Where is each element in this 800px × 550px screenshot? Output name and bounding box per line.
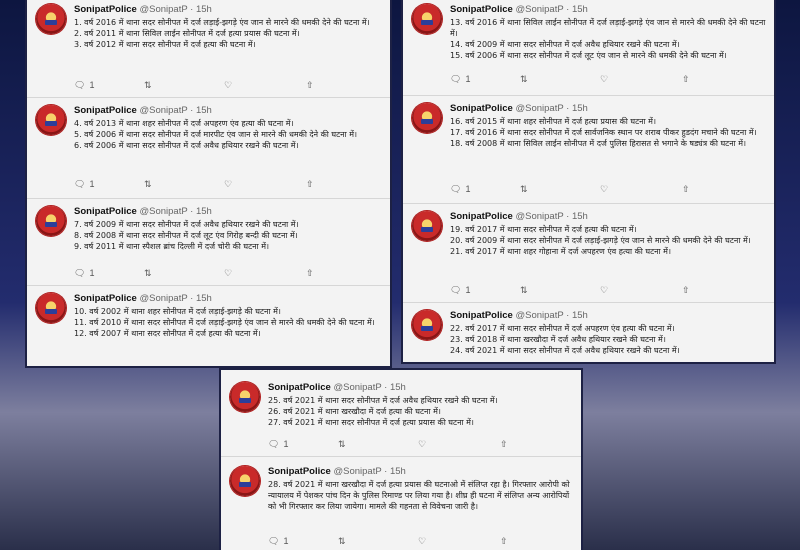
display-name[interactable]: SonipatPolice [74, 293, 137, 304]
heart-icon[interactable]: ♡ [418, 439, 427, 449]
timestamp[interactable]: 15h [571, 211, 588, 222]
tweet[interactable] [27, 198, 390, 286]
tweet-text [450, 116, 766, 149]
tweet-line: 1. वर्ष 2016 में थाना सदर सोनीपत में दर्ज लड़ाई-झगड़े एंव जान से मारने की धमकी देने की घटना में। [74, 18, 370, 27]
tweet-line: 14. वर्ष 2009 में थाना सदर सोनीपत में दर्ज अवैध हथियार रखने की घटना में। [450, 40, 680, 49]
reply-count: 1 [465, 74, 471, 84]
tweet[interactable] [27, 285, 390, 366]
avatar[interactable] [36, 293, 66, 323]
user-handle: @SonipatP [515, 211, 564, 222]
reply-button[interactable] [74, 268, 94, 279]
timestamp[interactable]: 15h [571, 4, 588, 15]
tweet-line: 5. वर्ष 2006 में थाना सदर सोनीपत में दर्ज मारपीट एंव जान से मारने की धमकी देने की घटना में। [74, 130, 358, 139]
display-name[interactable]: SonipatPolice [450, 103, 513, 114]
tweet-actions [450, 74, 744, 86]
tweet-line: 10. वर्ष 2002 में थाना शहर सोनीपत में दर्ज लड़ाई-झगड़े की घटना में। [74, 307, 281, 316]
tweet[interactable] [403, 0, 774, 96]
retweet-icon[interactable]: ⇅ [144, 268, 152, 278]
tweet-line: 19. वर्ष 2017 में थाना सदर सोनीपत में दर्ज हत्या की घटना में। [450, 225, 637, 234]
tweet-actions [74, 268, 360, 280]
display-name[interactable]: SonipatPolice [450, 4, 513, 15]
user-handle: @SonipatP [515, 103, 564, 114]
tweet-actions [74, 80, 360, 92]
user-handle: @SonipatP [333, 382, 382, 393]
reply-button[interactable] [450, 184, 470, 195]
timestamp[interactable]: 15h [389, 382, 406, 393]
tweet-text [450, 224, 766, 257]
tweet-actions [268, 439, 551, 451]
tweet-header: SonipatPolice @SonipatP · 15h [74, 105, 212, 116]
tweet-line: 18. वर्ष 2008 में थाना सिविल लाईन सोनीपत में दर्ज पुलिस हिरासत से भगाने के षड्यंत्र की घटना में। [450, 139, 747, 148]
tweet-header: SonipatPolice @SonipatP · 15h [450, 310, 588, 321]
user-handle: @SonipatP [139, 4, 188, 15]
tweet-text [74, 118, 382, 151]
reply-count: 1 [283, 536, 289, 546]
heart-icon[interactable]: ♡ [600, 74, 609, 84]
tweet-header: SonipatPolice @SonipatP · 15h [74, 293, 212, 304]
tweet-panel-left [27, 0, 390, 366]
heart-icon[interactable]: ♡ [224, 80, 233, 90]
tweet-line: 3. वर्ष 2012 में थाना सदर सोनीपत में दर्ज हत्या की घटना में। [74, 40, 256, 49]
heart-icon[interactable]: ♡ [224, 179, 233, 189]
share-icon[interactable]: ⇧ [500, 439, 508, 449]
display-name[interactable]: SonipatPolice [450, 310, 513, 321]
display-name[interactable]: SonipatPolice [74, 206, 137, 217]
reply-button[interactable] [268, 536, 288, 547]
heart-icon[interactable]: ♡ [224, 268, 233, 278]
reply-button[interactable] [268, 439, 288, 450]
tweet[interactable] [403, 203, 774, 303]
timestamp[interactable]: 15h [571, 103, 588, 114]
tweet[interactable] [221, 456, 581, 550]
heart-icon[interactable]: ♡ [418, 536, 427, 546]
tweet-line: 23. वर्ष 2018 में थाना खरखौदा में दर्ज अवैध हथियार रखने की घटना में। [450, 335, 666, 344]
tweet-line: 2. वर्ष 2011 में थाना सिविल लाईन सोनीपत में दर्ज हत्या प्रयास की घटना में। [74, 29, 300, 38]
avatar[interactable] [36, 4, 66, 34]
avatar[interactable] [230, 466, 260, 496]
reply-icon: 🗨︎ [74, 179, 86, 189]
tweet-line: 20. वर्ष 2009 में थाना सदर सोनीपत में दर्ज लड़ाई-झगड़े एंव जान से मारने की धमकी देने की घटना में। [450, 236, 751, 245]
tweet-actions [450, 285, 744, 297]
tweet-text [450, 17, 766, 61]
timestamp[interactable]: 15h [389, 466, 406, 477]
display-name[interactable]: SonipatPolice [268, 466, 331, 477]
reply-button[interactable] [74, 179, 94, 190]
tweet-line: 22. वर्ष 2017 में थाना सदर सोनीपत में दर्ज अपहरण एंव हत्या की घटना में। [450, 324, 675, 333]
reply-button[interactable] [74, 80, 94, 91]
retweet-icon[interactable]: ⇅ [520, 285, 528, 295]
tweet[interactable] [403, 95, 774, 204]
reply-icon: 🗨︎ [450, 184, 462, 194]
tweet-line: 8. वर्ष 2008 में थाना सदर सोनीपत में दर्ज लूट एंव गिरोह बन्दी की घटना में। [74, 231, 298, 240]
avatar[interactable] [36, 105, 66, 135]
reply-count: 1 [465, 285, 471, 295]
tweet-header: SonipatPolice @SonipatP · 15h [74, 4, 212, 15]
share-icon[interactable]: ⇧ [306, 179, 314, 189]
user-handle: @SonipatP [139, 105, 188, 116]
tweet-text [74, 17, 382, 50]
avatar[interactable] [412, 211, 442, 241]
retweet-icon[interactable]: ⇅ [144, 179, 152, 189]
share-icon[interactable]: ⇧ [682, 285, 690, 295]
tweet-actions [74, 179, 360, 191]
tweet-line: 26. वर्ष 2021 में थाना खरखौदा में दर्ज हत्या की घटना में। [268, 407, 441, 416]
tweet-text [450, 323, 766, 356]
tweet-header: SonipatPolice @SonipatP · 15h [450, 211, 588, 222]
tweet-line: 17. वर्ष 2016 में थाना सदर सोनीपत में दर्ज सार्वजनिक स्थान पर शराब पीकर हुडदंग मचाने की घटना में। [450, 128, 757, 137]
heart-icon[interactable]: ♡ [600, 184, 609, 194]
reply-icon: 🗨︎ [268, 439, 280, 449]
tweet-text [74, 219, 382, 252]
tweet-line: 21. वर्ष 2017 में थाना शहर गोहाना में दर्ज अपहरण एंव हत्या की घटना में। [450, 247, 671, 256]
tweet-line: 27. वर्ष 2021 में थाना सदर सोनीपत में दर्ज हत्या प्रयास की घटना में। [268, 418, 474, 427]
display-name[interactable]: SonipatPolice [450, 211, 513, 222]
avatar[interactable] [230, 382, 260, 412]
user-handle: @SonipatP [515, 310, 564, 321]
tweet-actions [450, 184, 744, 196]
avatar[interactable] [412, 4, 442, 34]
tweet[interactable] [27, 0, 390, 98]
reply-count: 1 [283, 439, 289, 449]
tweet-line: 7. वर्ष 2009 में थाना सदर सोनीपत में दर्ज अवैध हथियार रखने की घटना में। [74, 220, 299, 229]
retweet-icon[interactable]: ⇅ [144, 80, 152, 90]
timestamp[interactable]: 15h [571, 310, 588, 321]
tweet-text [268, 479, 573, 512]
share-icon[interactable]: ⇧ [306, 80, 314, 90]
tweet-line: 25. वर्ष 2021 में थाना सदर सोनीपत में दर्ज अवैध हथियार रखने की घटना में। [268, 396, 498, 405]
user-handle: @SonipatP [139, 293, 188, 304]
user-handle: @SonipatP [515, 4, 564, 15]
tweet[interactable] [403, 302, 774, 362]
tweet-header: SonipatPolice @SonipatP · 15h [450, 4, 588, 15]
reply-button[interactable] [450, 285, 470, 296]
reply-icon: 🗨︎ [450, 74, 462, 84]
timestamp[interactable]: 15h [195, 105, 212, 116]
tweet-line: 11. वर्ष 2010 में थाना सदर सोनीपत में दर्ज लड़ाई-झगड़े एंव जान से मारने की धमकी देने की घटना में। [74, 318, 375, 327]
tweet-panel-right [403, 0, 774, 362]
avatar[interactable] [412, 310, 442, 340]
tweet-line: 6. वर्ष 2006 में थाना सदर सोनीपत में दर्ज अवैध हथियार रखने की घटना में। [74, 141, 299, 150]
tweet-line: 12. वर्ष 2007 में थाना सदर सोनीपत में दर्ज हत्या की घटना में। [74, 329, 261, 338]
tweet-line: 24. वर्ष 2021 में थाना सदर सोनीपत में दर्ज अवैध हथियार रखने की घटना में। [450, 346, 680, 355]
tweet-line: 15. वर्ष 2006 में थाना सदर सोनीपत में दर्ज लूट एंव जान से मारने की धमकी देने की घटना में। [450, 51, 727, 60]
reply-count: 1 [89, 179, 95, 189]
timestamp[interactable]: 15h [195, 293, 212, 304]
retweet-icon[interactable]: ⇅ [520, 184, 528, 194]
reply-icon: 🗨︎ [450, 285, 462, 295]
heart-icon[interactable]: ♡ [600, 285, 609, 295]
reply-icon: 🗨︎ [74, 268, 86, 278]
timestamp[interactable]: 15h [195, 206, 212, 217]
user-handle: @SonipatP [139, 206, 188, 217]
tweet-header: SonipatPolice @SonipatP · 15h [74, 206, 212, 217]
timestamp[interactable]: 15h [195, 4, 212, 15]
tweet-actions [268, 536, 551, 548]
tweet-line: 13. वर्ष 2016 में थाना सिविल लाईन सोनीपत में दर्ज लड़ाई-झगड़े एंव जान से मारने की धमकी देने की घटना में। [450, 18, 766, 38]
reply-count: 1 [89, 268, 95, 278]
share-icon[interactable]: ⇧ [682, 184, 690, 194]
tweet-header: SonipatPolice @SonipatP · 15h [268, 466, 406, 477]
avatar[interactable] [36, 206, 66, 236]
avatar[interactable] [412, 103, 442, 133]
reply-count: 1 [89, 80, 95, 90]
share-icon[interactable]: ⇧ [682, 74, 690, 84]
share-icon[interactable]: ⇧ [500, 536, 508, 546]
display-name[interactable]: SonipatPolice [74, 4, 137, 15]
tweet-text [268, 395, 573, 428]
tweet-line: 16. वर्ष 2015 में थाना शहर सोनीपत में दर्ज हत्या प्रयास की घटना में। [450, 117, 656, 126]
user-handle: @SonipatP [333, 466, 382, 477]
tweet[interactable] [27, 97, 390, 199]
display-name[interactable]: SonipatPolice [268, 382, 331, 393]
reply-icon: 🗨︎ [268, 536, 280, 546]
tweet-line: 9. वर्ष 2011 में थाना स्पैशल ब्रांच दिल्ली में दर्ज चोरी की घटना में। [74, 242, 270, 251]
share-icon[interactable]: ⇧ [306, 268, 314, 278]
tweet-line: 28. वर्ष 2021 में थाना खरखौदा में दर्ज हत्या प्रयास की घटनाओ में संलिप्त रहा है। गिरफ्तार आरोपी को न्यायालय में पेशकर पांच दिन के पुलिस रिमाण्ड पर लिया गया है। शीघ्र ही घटना में संलिप्त अन्य आरोपियों को भी गिरफ्तार कर लिया जायेगा। मामले की गहनता से विवेचना जारी है। [268, 480, 570, 511]
reply-button[interactable] [450, 74, 470, 85]
retweet-icon[interactable]: ⇅ [338, 536, 346, 546]
retweet-icon[interactable]: ⇅ [338, 439, 346, 449]
reply-count: 1 [465, 184, 471, 194]
tweet-line: 4. वर्ष 2013 में थाना शहर सोनीपत में दर्ज अपहरण एंव हत्या की घटना में। [74, 119, 294, 128]
retweet-icon[interactable]: ⇅ [520, 74, 528, 84]
tweet-panel-bottom [221, 370, 581, 550]
tweet-header: SonipatPolice @SonipatP · 15h [268, 382, 406, 393]
tweet-header: SonipatPolice @SonipatP · 15h [450, 103, 588, 114]
display-name[interactable]: SonipatPolice [74, 105, 137, 116]
tweet[interactable] [221, 370, 581, 457]
reply-icon: 🗨︎ [74, 80, 86, 90]
tweet-text [74, 306, 382, 339]
